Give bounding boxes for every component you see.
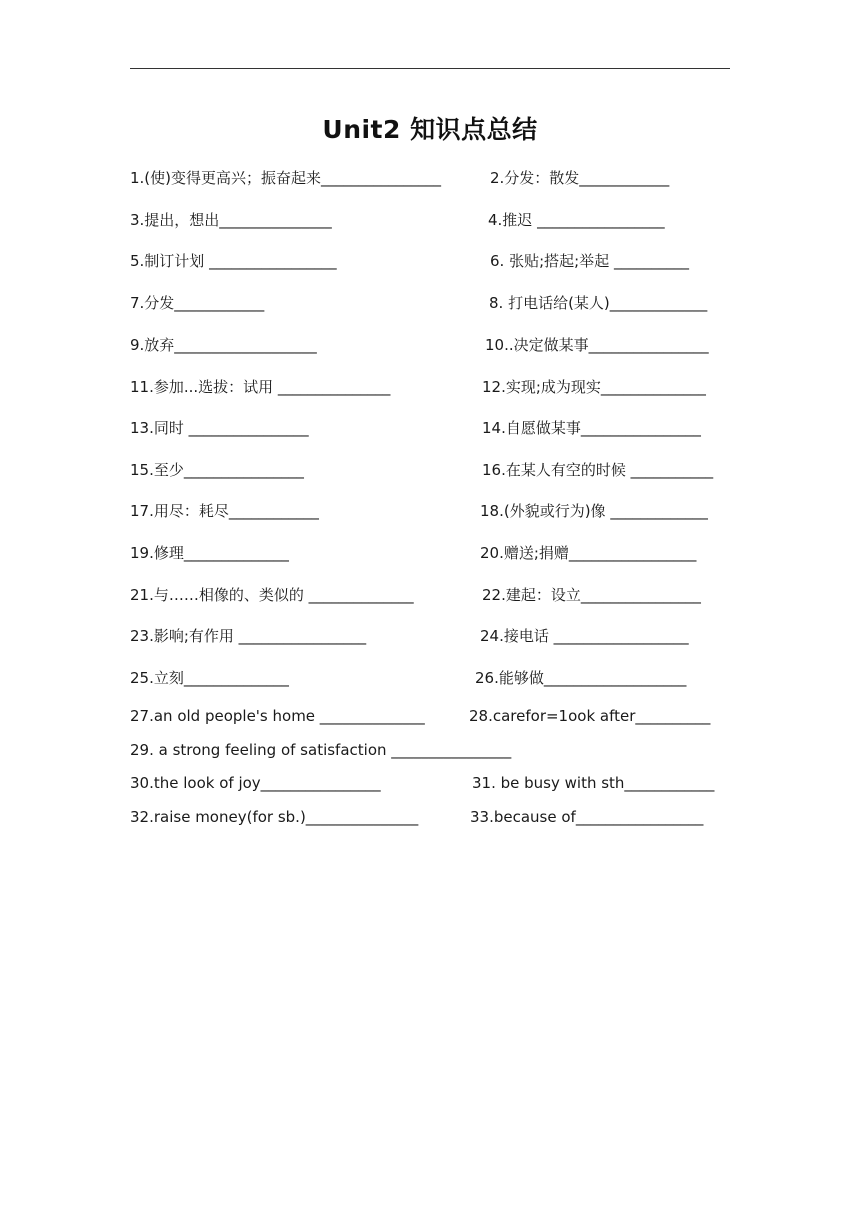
item-2: 2.分发：散发____________ [490,169,670,187]
item-27: 27.an old people's home ______________ [130,707,425,725]
item-23: 23.影响;有作用 _________________ [130,627,367,645]
item-31: 31. be busy with sth____________ [472,774,715,792]
item-33: 33.because of_________________ [470,808,704,826]
item-29: 29. a strong feeling of satisfaction ________________ [130,741,512,759]
item-19: 19.修理______________ [130,544,289,562]
item-15: 15.至少________________ [130,461,304,479]
item-17: 17.用尽：耗尽____________ [130,502,319,520]
item-16: 16.在某人有空的时候 ___________ [482,461,714,479]
item-26: 26.能够做___________________ [475,669,687,687]
item-20: 20.赠送;捐赠_________________ [480,544,697,562]
item-25: 25.立刻______________ [130,669,289,687]
item-22: 22.建起：设立________________ [482,586,701,604]
item-7: 7.分发____________ [130,294,265,312]
item-1: 1.(使)变得更高兴；振奋起来________________ [130,169,442,187]
item-13: 13.同时 ________________ [130,419,309,437]
item-28: 28.carefor=1ook after__________ [469,707,711,725]
item-9: 9.放弃___________________ [130,336,317,354]
header-rule [130,68,730,69]
item-14: 14.自愿做某事________________ [482,419,701,437]
item-8: 8. 打电话给(某人)_____________ [489,294,708,312]
item-21: 21.与……相像的、类似的 ______________ [130,586,414,604]
item-5: 5.制订计划 _________________ [130,252,337,270]
item-4: 4.推迟 _________________ [488,211,665,229]
page-title: Unit2 知识点总结 [322,115,538,144]
item-11: 11.参加...选拔：试用 _______________ [130,378,391,396]
item-6: 6. 张贴;搭起;举起 __________ [490,252,689,270]
item-3: 3.提出，想出_______________ [130,211,332,229]
item-24: 24.接电话 __________________ [480,627,689,645]
item-18: 18.(外貌或行为)像 _____________ [480,502,708,520]
item-32: 32.raise money(for sb.)_______________ [130,808,419,826]
item-30: 30.the look of joy________________ [130,774,381,792]
item-12: 12.实现;成为现实______________ [482,378,706,396]
item-10: 10..决定做某事________________ [485,336,709,354]
